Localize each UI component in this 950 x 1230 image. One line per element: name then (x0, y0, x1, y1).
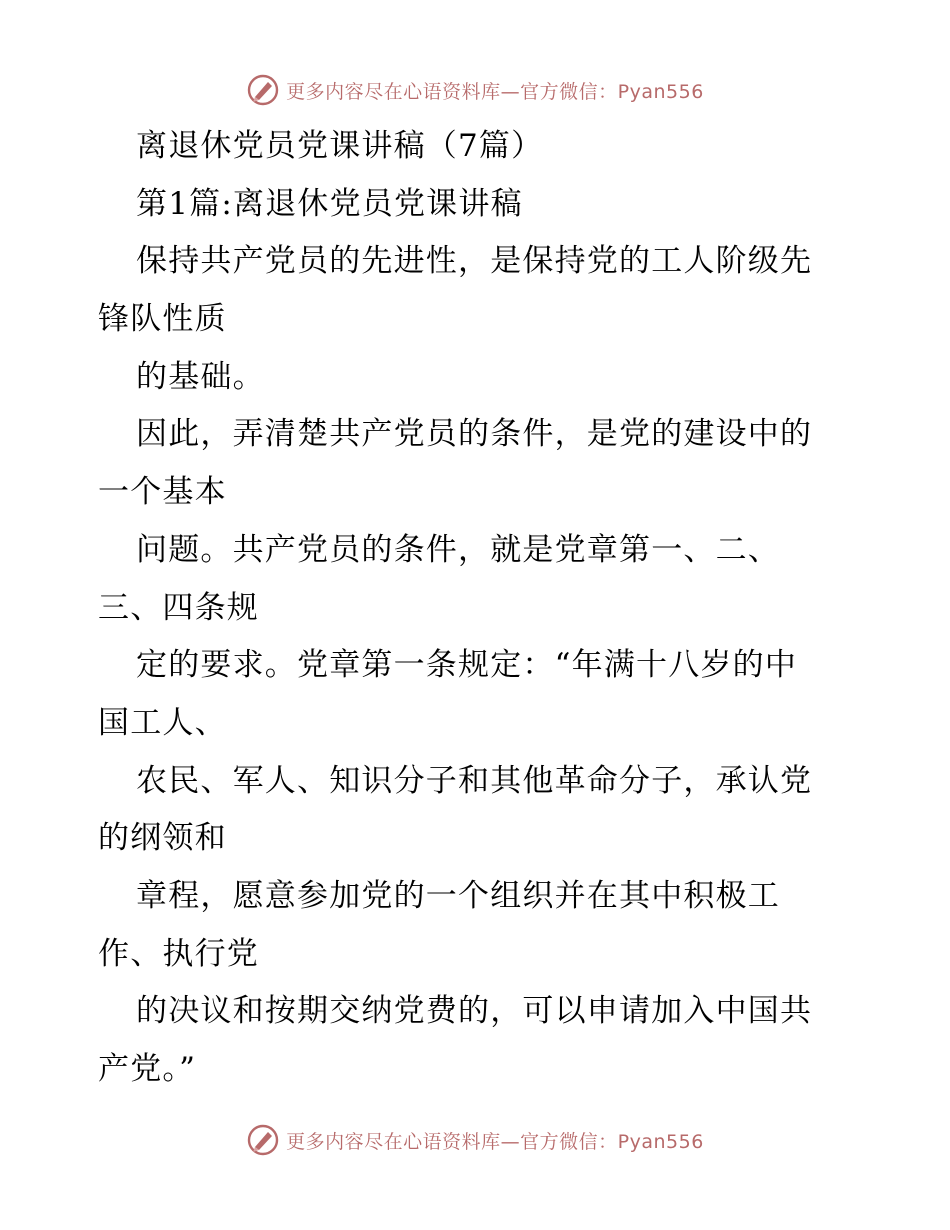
text-line: 章程，愿意参加党的一个组织并在其中积极工 (136, 877, 780, 914)
text-line: 农民、军人、知识分子和其他革命分子，承认党 (136, 762, 813, 799)
text-line: 三、四条规 (98, 589, 259, 626)
text-line: 作、执行党 (98, 935, 259, 972)
document-body (98, 118, 858, 1099)
text-line: 问题。共产党员的条件，就是党章第一、二、 (136, 531, 780, 568)
text-line: 保持共产党员的先进性，是保持党的工人阶级先 (136, 243, 813, 280)
text-line: 因此，弄清楚共产党员的条件，是党的建设中的 (136, 416, 813, 453)
header-banner-text: 更多内容尽在心语资料库—官方微信：Pyan556 (286, 80, 704, 103)
text-line: 定的要求。党章第一条规定：“年满十八岁的中 (136, 647, 798, 684)
text-line: 的决议和按期交纳党费的，可以申请加入中国共 (136, 993, 813, 1030)
seal-pen-icon (246, 73, 280, 107)
text-line: 一个基本 (98, 474, 227, 511)
text-line: 锋队性质 (98, 301, 227, 338)
text-line: 的基础。 (136, 358, 265, 395)
footer-watermark-banner (0, 1120, 950, 1160)
text-line: 国工人、 (98, 704, 227, 741)
header-watermark-banner (0, 70, 950, 110)
seal-pen-icon (246, 1123, 280, 1157)
text-line: 的纲领和 (98, 820, 227, 857)
footer-banner-text: 更多内容尽在心语资料库—官方微信：Pyan556 (286, 1130, 704, 1153)
text-line: 离退休党员党课讲稿（7篇） (136, 128, 544, 164)
text-line: 产党。” (98, 1051, 197, 1087)
text-line: 第1篇:离退休党员党课讲稿 (136, 185, 523, 222)
